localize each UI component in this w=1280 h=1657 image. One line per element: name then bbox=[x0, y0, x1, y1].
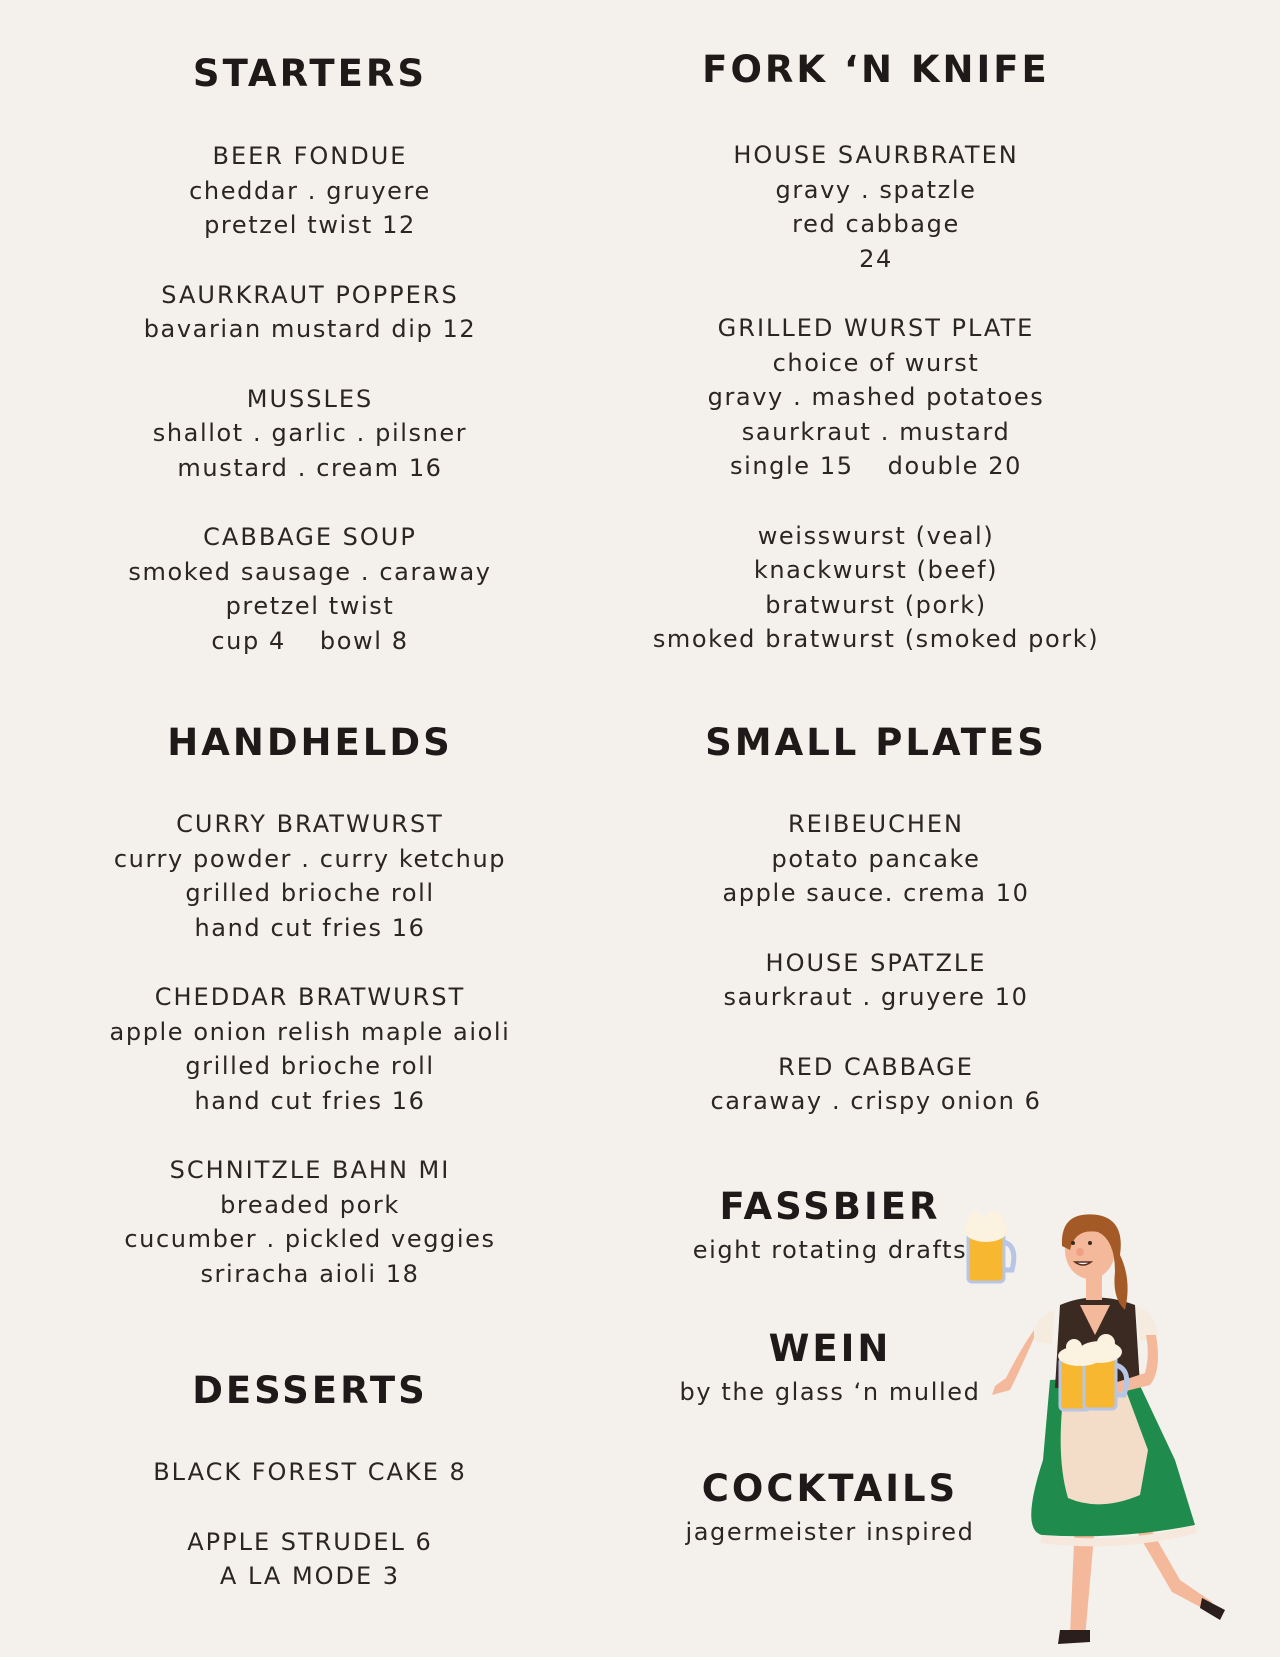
menu-item bbox=[620, 311, 1132, 484]
item-desc: grilled brioche roll bbox=[185, 1052, 435, 1080]
item-name: APPLE STRUDEL 6 bbox=[187, 1527, 433, 1556]
fork-n-knife-section bbox=[620, 48, 1132, 692]
item-desc: saurkraut . mustard bbox=[741, 417, 1011, 446]
shoe-shape bbox=[1058, 1630, 1090, 1644]
item-desc: hand cut fries 16 bbox=[194, 913, 426, 942]
item-name: BLACK FOREST CAKE 8 bbox=[153, 1458, 467, 1486]
item-name: MUSSLES bbox=[246, 384, 374, 413]
item-price: single 15 bbox=[730, 452, 854, 480]
item-desc: mustard . cream 16 bbox=[177, 453, 443, 482]
small-plates-heading: SMALL PLATES bbox=[705, 721, 1047, 764]
item-name: HOUSE SAURBRATEN bbox=[733, 141, 1019, 169]
fork-n-knife-heading: FORK ‘N KNIFE bbox=[702, 48, 1050, 91]
small-plates-section bbox=[620, 721, 1132, 1154]
eye-shape bbox=[1071, 1241, 1075, 1245]
item-price-row bbox=[620, 449, 1132, 484]
item-desc: gravy . spatzle bbox=[775, 175, 977, 204]
item-desc: breaded pork bbox=[220, 1190, 400, 1219]
menu-item bbox=[0, 139, 620, 243]
item-name: SAURKRAUT POPPERS bbox=[161, 280, 459, 309]
menu-item bbox=[620, 946, 1132, 1015]
beer-foam-shape bbox=[985, 1211, 1003, 1229]
beer-foam-shape bbox=[1066, 1339, 1082, 1355]
item-desc: smoked sausage . caraway bbox=[128, 557, 492, 586]
item-name: BEER FONDUE bbox=[212, 142, 408, 170]
menu-item bbox=[0, 1153, 620, 1291]
item-desc: curry powder . curry ketchup bbox=[113, 844, 507, 873]
shoe-shape bbox=[1200, 1598, 1225, 1620]
beer-maid-illustration bbox=[950, 1210, 1280, 1657]
handhelds-section bbox=[0, 721, 620, 1326]
fassbier-heading: FASSBIER bbox=[719, 1185, 941, 1228]
item-price-row bbox=[0, 624, 620, 659]
item-desc: hand cut fries 16 bbox=[194, 1086, 426, 1115]
item-name: RED CABBAGE bbox=[778, 1052, 974, 1081]
item-name: GRILLED WURST PLATE bbox=[717, 314, 1035, 342]
menu-item bbox=[620, 138, 1132, 276]
item-desc: red cabbage bbox=[792, 210, 960, 238]
menu-item bbox=[0, 1525, 620, 1594]
item-price: cup 4 bbox=[211, 626, 286, 655]
menu-item bbox=[0, 807, 620, 945]
desserts-heading: DESSERTS bbox=[192, 1369, 428, 1412]
desserts-section bbox=[0, 1369, 620, 1629]
arm-shape bbox=[992, 1330, 1034, 1395]
wurst-option: smoked bratwurst (smoked pork) bbox=[652, 625, 1100, 653]
item-desc: gravy . mashed potatoes bbox=[707, 383, 1045, 411]
menu-item bbox=[620, 807, 1132, 911]
item-name: SCHNITZLE BAHN MI bbox=[169, 1156, 451, 1184]
item-desc: caraway . crispy onion 6 bbox=[710, 1087, 1042, 1115]
item-desc: pretzel twist bbox=[225, 592, 395, 620]
item-desc: choice of wurst bbox=[772, 348, 980, 377]
eye-shape bbox=[1088, 1241, 1092, 1245]
fassbier-desc: eight rotating drafts bbox=[692, 1236, 968, 1264]
leg-shape bbox=[1070, 1520, 1095, 1638]
item-price: bowl 8 bbox=[319, 626, 409, 655]
item-price: 24 bbox=[859, 244, 893, 273]
sleeve-shape bbox=[1032, 1310, 1055, 1345]
item-desc: saurkraut . gruyere 10 bbox=[723, 983, 1029, 1011]
menu-item bbox=[620, 1050, 1132, 1119]
item-desc: pretzel twist 12 bbox=[204, 211, 416, 239]
item-price: double 20 bbox=[887, 452, 1022, 480]
starters-section bbox=[0, 52, 620, 693]
item-name: REIBEUCHEN bbox=[787, 810, 965, 838]
item-name: HOUSE SPATZLE bbox=[765, 948, 987, 977]
item-name: CABBAGE SOUP bbox=[203, 523, 417, 551]
item-desc: bavarian mustard dip 12 bbox=[143, 315, 477, 343]
menu-item bbox=[0, 980, 620, 1118]
wurst-option: knackwurst (beef) bbox=[753, 556, 999, 584]
menu-item bbox=[0, 1455, 620, 1490]
cocktails-heading: COCKTAILS bbox=[701, 1467, 959, 1510]
beer-foam-shape bbox=[967, 1212, 985, 1230]
item-desc: shallot . garlic . pilsner bbox=[152, 419, 468, 447]
wurst-option: bratwurst (pork) bbox=[765, 590, 987, 619]
item-desc: apple onion relish maple aioli bbox=[109, 1017, 511, 1046]
menu-item bbox=[0, 382, 620, 486]
wurst-list bbox=[620, 519, 1132, 657]
beer-foam-shape bbox=[1097, 1334, 1115, 1352]
starters-heading: STARTERS bbox=[192, 52, 428, 95]
wurst-option: weisswurst (veal) bbox=[757, 521, 995, 550]
item-desc: apple sauce. crema 10 bbox=[722, 879, 1030, 907]
menu-item bbox=[0, 278, 620, 347]
handhelds-heading: HANDHELDS bbox=[167, 721, 453, 764]
cocktails-desc: jagermeister inspired bbox=[685, 1518, 975, 1546]
item-name: CHEDDAR BRATWURST bbox=[154, 983, 466, 1011]
item-desc: sriracha aioli 18 bbox=[200, 1259, 420, 1288]
wein-desc: by the glass ‘n mulled bbox=[679, 1378, 981, 1406]
wein-heading: WEIN bbox=[768, 1327, 892, 1370]
cheek-shape bbox=[1076, 1248, 1084, 1256]
item-desc: cucumber . pickled veggies bbox=[124, 1225, 496, 1253]
item-desc: cheddar . gruyere bbox=[189, 176, 431, 205]
item-addon: A LA MODE 3 bbox=[219, 1562, 401, 1590]
item-desc: grilled brioche roll bbox=[185, 879, 435, 907]
item-desc: potato pancake bbox=[771, 844, 981, 873]
item-name: CURRY BRATWURST bbox=[176, 810, 444, 838]
menu-item bbox=[0, 520, 620, 658]
